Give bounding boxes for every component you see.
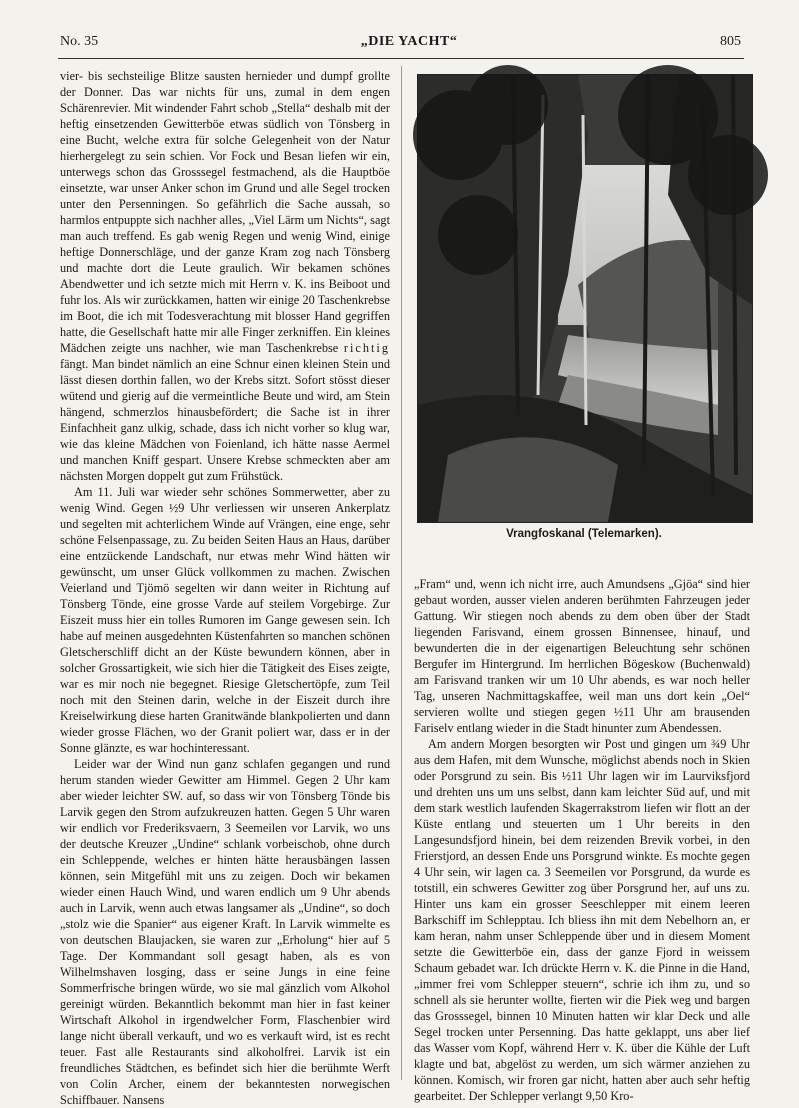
right-column xyxy=(414,576,750,1103)
photo-illustration xyxy=(418,75,752,522)
paragraph-text: vier- bis sechsteilige Blitze sausten hernieder und dumpf grollte der Donner. Das war nichts für uns, zumal in dem engen Schärenrevier. Mit windender Fahrt schob „Stella“ deshalb mit der heftig einsetzenden Gewitterböe etwas südlich von Tönsberg in eine Bucht, welche extra für solche Gelegenheit von der Natur hierhergelegt zu sein schien. Vor Fock und Besan liefen wir ein, unterwegs schon das Grosssegel festmachend, als die Hauptböe einsetzte, war unser Anker schon im Grund und alle Segel trocken unter den Persenningen. So gefährlich die Sache aussah, so harmlos entpuppte sich nachher alles, „Viel Lärm um Nichts“, sagt man auch treffend. Es gab wenig Regen und wenig Wind, einige heftige Donnerschläge, und der ganze Kram zog nach Tönsberg und machte dort die Leute graulich. Wir bekamen schönes Abendwetter und ich setzte mich mit Herrn v. K. ins Beiboot und fuhr los. Als wir zurückkamen, hatten wir einige 20 Taschenkrebse im Boot, die ich mit Todesverachtung mit blosser Hand gegriffen hatte, die Gesellschaft hatte mir alle Finger zerkniffen. Ein kleines Mädchen zeigte uns nachher, wie man Taschenkrebse xyxy=(60,69,390,355)
figure-caption: Vrangfoskanal (Telemarken). xyxy=(506,528,662,540)
column-divider xyxy=(401,66,402,1080)
paragraph: Leider war der Wind nun ganz schlafen gegangen und rund herum standen wieder Gewitter am Himmel. Gegen 2 Uhr kam aber wieder leichter SW. auf, so dass wir von Tönsberg Tönde bis Larvik gegen den Strom aufzukreuzen hatten. Gegen 5 Uhr waren wir endlich vor Frederiksvaern, 3 Seemeilen vor Larvik, wo uns der deutsche Kreuzer „Undine“ schlank vorbeischob, ohne durch ein Schleppende, welches er hinten hätte herausbängen lassen können, sein Mitgefühl mit uns zu zeigen. Doch wir bekamen wieder einen Hauch Wind, und waren endlich um 9 Uhr abends auch in Larvik, wenn auch etwas langsamer als „Undine“, so doch „stolz wie die Spanier“ aus eigener Kraft. In Larvik wimmelte es von deutschen Blaujacken, sie waren zur „Erholung“ hier auf 5 Tage. Der Kommandant soll gesagt haben, als es von Wilhelmshaven losging, dass er seine Jungs in eine feine Sommerfrische bringen würde, wo sie mal gänzlich vom Alkohol gereinigt würden. Bekanntlich bekommt man hier in fast keiner Wirtschaft Alkohol in irgendwelcher Form, Flaschenbier wird lange nicht überall verkauft, und wo es verkauft wird, ist es recht teuer. Fast alle Restaurants sind alkoholfrei. Larvik ist ein freundliches Städtchen, es befindet sich hier die berühmte Werft von Colin Archer, einem der bekanntesten norwegischen Schiffbauer. Nansens xyxy=(60,757,390,1107)
header-rule xyxy=(58,58,744,59)
paragraph-text: fängt. Man bindet nämlich an eine Schnur einen kleinen Stein und lässt diesen dorthin fallen, wo der Krebs sitzt. Sofort stösst dieser wütend und gierig auf die vermeintliche Beute und wird, am Stein hängend, schmerzlos hinausbefördert; die Sache ist in ihrer Einfachheit ganz ulkig, schade, dass ich nicht vorher so klug war, wie das kleine Mädchen von Foienland, ich hätte nasse Aermel und manchen Kniff gespart. Unsere Krebse schmeckten aber am nächsten Morgen doppelt gut zum Frühstück. xyxy=(60,357,390,483)
left-column xyxy=(60,68,390,1107)
issue-number: No. 35 xyxy=(60,34,99,49)
spaced-word: richtig xyxy=(343,341,390,355)
paragraph: „Fram“ und, wenn ich nicht irre, auch Amundsens „Gjöa“ sind hier gebaut worden, ausser vielen anderen berühmten Fahrzeugen jeder Gattung. Wir stiegen noch abends zu dem oben über der Stadt liegenden Farisvand, einem grossen Binnensee, hinauf, und bewunderten die in der eigenartigen Beleuchtung sehr schönen Bergufer im Hintergrund. Im herrlichen Bögeskow (Buchenwald) am Farisvand tranken wir um 10 Uhr abends, es war noch heller Tag, unseren Nachmittagskaffee, weil man uns dort kein „Oel“ servieren wollte und stiegen gegen ½11 Uhr am brausenden Fariselv entlang wieder in die Stadt hinunter zum Abendessen. xyxy=(414,577,750,735)
paragraph xyxy=(60,68,390,484)
photo-vrangfoskanal xyxy=(417,74,753,523)
paragraph: Am andern Morgen besorgten wir Post und gingen um ¾9 Uhr aus dem Hafen, mit dem Wunsche, möglichst abends noch in Skien oder Porsgrund zu sein. Bis ½11 Uhr lagen wir im Laurviksfjord und drehten uns um uns selbst, dann kam leichter Süd auf, und mit dem stark westlich laufenden Skagerrakstrom liefen wir flott an der Küste entlang und steuerten um 1 Uhr bereits in den Langesundsfjord hinein, bei dem reizenden Brevik vorbei, in den Frierstjord, an dessen Ende uns Porsgrund winkte. Es mochte gegen 4 Uhr sein, wir lagen ca. 3 Seemeilen vor Porsgrund, da wurde es totstill, ein schweres Gewitter zog über Porsgrund her, auf uns zu. Hinter uns kam ein grosser Seeschlepper mit einem leeren Barkschiff im Schlepptau. Ich bliess ihn mit dem Nebelhorn an, er kam heran, nahm unser Schleppende über und in diesem Moment setzte die Gewitterböe ein, dass der ganze Fjord in weissem Schaum gebadet war. Ich drückte Herrn v. K. die Pinne in die Hand, „immer frei vom Schlepper steuern“, schrie ich ihm zu, und so schnell als sie herunter wollte, fierten wir die Piek weg und bargen das Grosssegel, binnen 10 Minuten hatten wir klar Deck und alle Segel trocken unter Persenning. Das hatte geklappt, uns aber lief das Wasser vom Kopf, während Herr v. K. über die Kühle der Luft klagte und bat, abgelöst zu werden, um sich wärmer anziehen zu können. Komisch, wir froren gar nicht, hatten aber auch sehr heftig gearbeitet. Der Schlepper verlangt 9,50 Kro- xyxy=(414,737,750,1103)
page-number: 805 xyxy=(720,34,741,49)
magazine-title: „DIE YACHT“ xyxy=(360,34,458,49)
paragraph: Am 11. Juli war wieder sehr schönes Sommerwetter, aber zu wenig Wind. Gegen ½9 Uhr verliessen wir unseren Ankerplatz und segelten mit achterlichem Winde auf Vrängen, eine enge, sehr schöne Felsenpassage, zu. Zu beiden Seiten Haus an Haus, darüber eine entzückende Landschaft, nur etwas mehr Wind hätten wir gewünscht, um unser Glück vollkommen zu machen. Zwischen Veierland und Tjömö segelten wir dann weiter in Richtung auf Tönsberg Tönde, eine grosse Varde auf steilem Vorgebirge. Zur Eiszeit muss hier ein tolles Rumoren im Gange gewesen sein. Ich habe auf meinen ausgedehnten Küstenfahrten so manchen schönen Gletscherschliff dicht an der Küste bewundern können, aber in solcher Grossartigkeit, wie sich hier die Tätigkeit des Eises zeigte, war es mir noch nie begegnet. Riesige Gletschertöpfe, zum Teil noch mit den Steinen darin, welche in der Eiszeit durch ihre Kreiselwirkung diese harten Granitwände blankpolierten und dann wieder grosse Flächen, wo der Granit poliert war, dass er in der Sonne glänzte, es war hochinteressant. xyxy=(60,485,390,755)
page-header xyxy=(60,30,741,54)
